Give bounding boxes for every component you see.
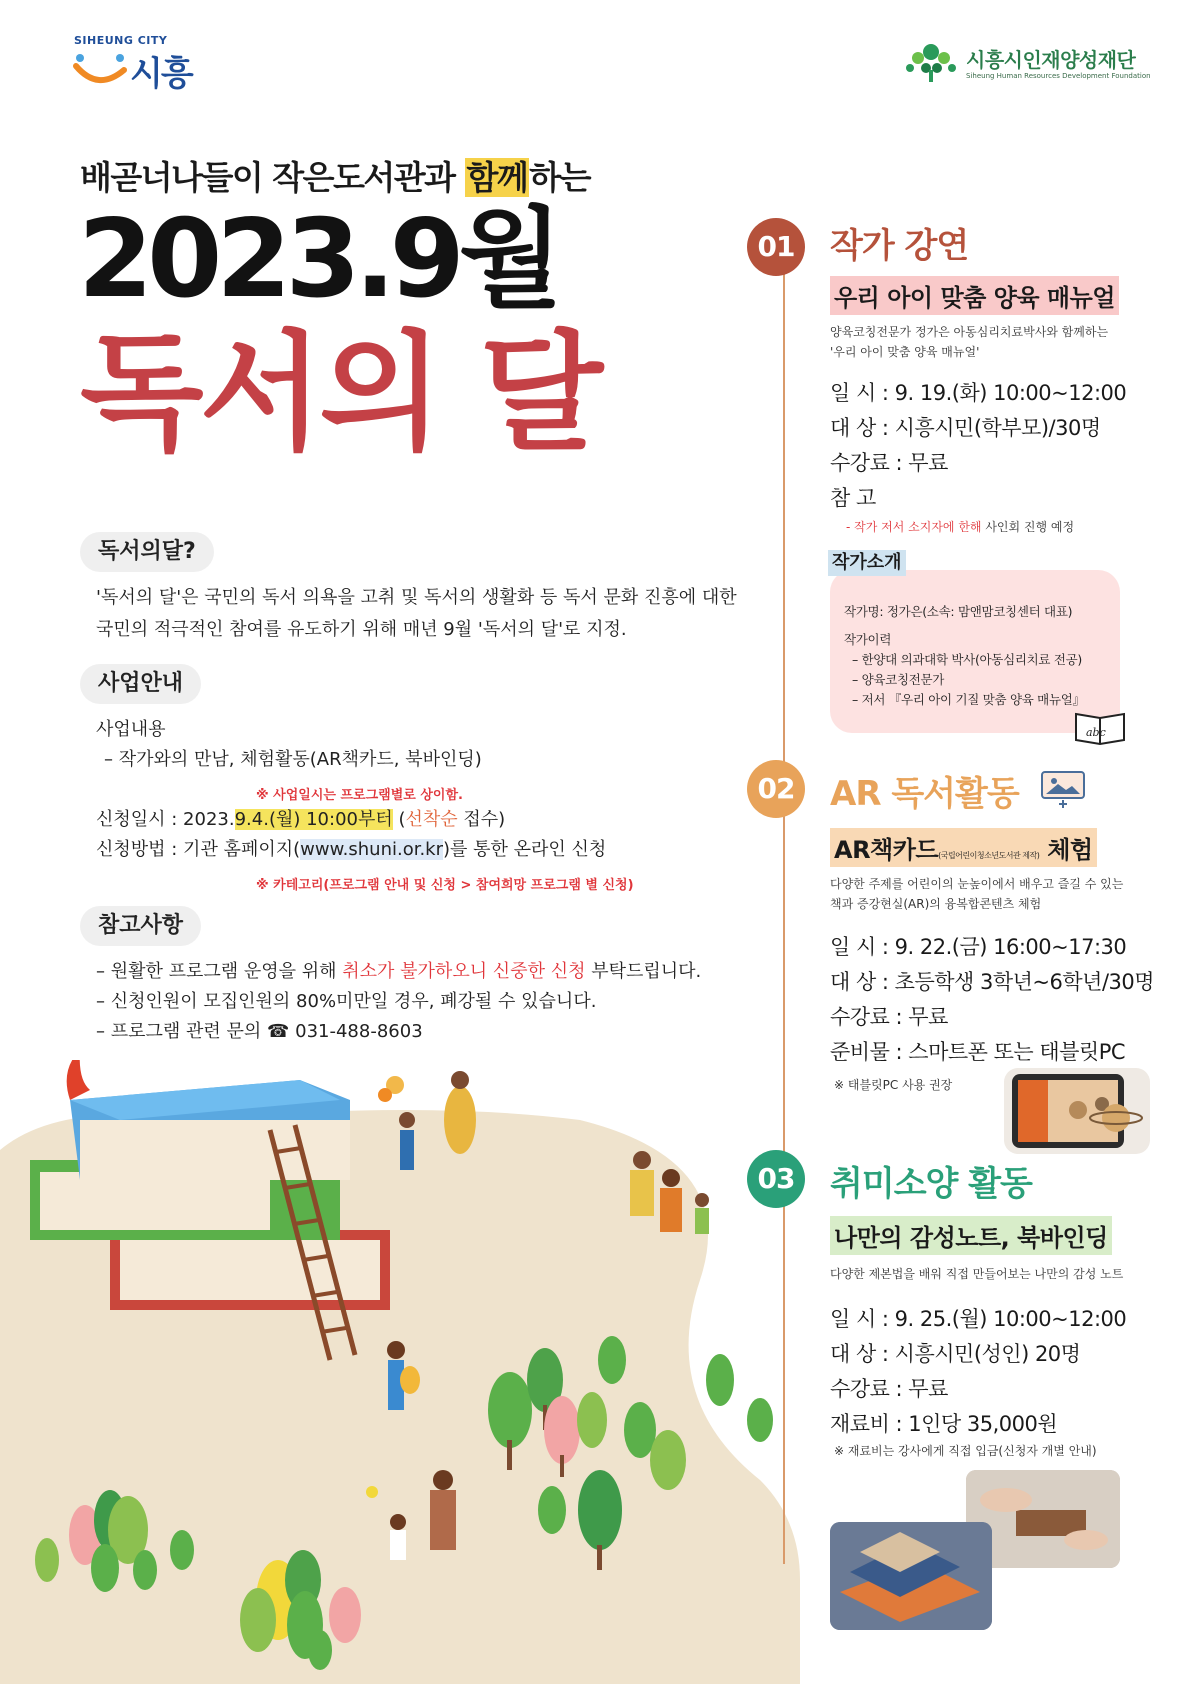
notes-item-1-post: 부탁드립니다.: [585, 961, 702, 982]
poster-title: 독서의 달: [80, 319, 600, 468]
foundation-sub: Siheung Human Resources Development Foundation: [966, 72, 1151, 80]
program-2-note: ※ 태블릿PC 사용 권장: [834, 1078, 953, 1092]
program-1-target: 대 상 : 시흥시민(학부모)/30명: [830, 416, 1101, 440]
program-2-number: 02: [747, 760, 805, 818]
program-1-date: 일 시 : 9. 19.(화) 10:00~12:00: [830, 381, 1127, 405]
about-line-1: '독서의 달'은 국민의 독서 의욕을 고취 및 독서의 생활화 등 독서 문화 진흥에 대한: [96, 587, 737, 608]
apply-date-highlight: 9.4.(월) 10:00부터: [234, 809, 393, 830]
program-1-title: 우리 아이 맞춤 양육 매뉴얼: [830, 276, 1119, 315]
program-3-title: 나만의 감성노트, 북바인딩: [830, 1216, 1112, 1255]
notes-item-2: – 신청인원이 모집인원의 80%미만일 경우, 폐강될 수 있습니다.: [96, 991, 597, 1012]
notes-item-1: [96, 956, 701, 988]
apply-note: ※ 카테고리(프로그램 안내 및 신청 > 참여희망 프로그램 별 신청): [256, 878, 634, 893]
program-2-title-small: (국립어린이청소년도서관 제작): [938, 851, 1040, 860]
business-content-label: 사업내용: [96, 719, 166, 740]
author-name: 작가명: 정가은(소속: 맘앤맘코칭센터 대표): [844, 604, 1073, 619]
foundation-tree-icon: [900, 40, 962, 84]
foundation-logo: [900, 40, 1150, 84]
apply-date-mid: (: [392, 809, 406, 830]
program-1-ref-note: [846, 518, 1074, 535]
business-heading: 사업안내: [80, 664, 201, 704]
program-2-fee: 수강료 : 무료: [830, 1005, 948, 1029]
city-logo-small-text: SIHEUNG CITY: [74, 34, 168, 47]
books-and-family-illustration: [0, 1060, 800, 1684]
apply-date: [96, 804, 505, 836]
poster-date: 2023.9월: [78, 197, 558, 322]
program-2-section: AR 독서활동: [830, 774, 1019, 814]
program-3-number: 03: [747, 1150, 805, 1208]
business-content-item: – 작가와의 만남, 체험활동(AR책카드, 북바인딩): [104, 749, 482, 770]
subtitle-pre: 배곧너나들이 작은도서관과: [80, 158, 465, 197]
program-1-section: 작가 강연: [830, 226, 969, 266]
notes-item-1-pre: – 원활한 프로그램 운영을 위해: [96, 961, 343, 982]
notes-item-3: – 프로그램 관련 문의 ☎ 031-488-8603: [96, 1021, 423, 1042]
program-2-desc-1: 다양한 주제를 어린이의 눈높이에서 배우고 즐길 수 있는: [830, 877, 1124, 891]
notes-item-1-red: 취소가 불가하오니 신중한 신청: [342, 961, 586, 982]
program-1-ref-note-red: - 작가 저서 소지자에 한해: [846, 520, 982, 534]
book-icon-text: abc: [1086, 726, 1106, 739]
foundation-name: 시흥시인재양성재단: [966, 48, 1136, 72]
ar-tablet-photo: [1004, 1068, 1150, 1154]
program-3-note: ※ 재료비는 강사에게 직접 입금(신청자 개별 안내): [834, 1444, 1097, 1458]
program-1-desc-1: 양육코칭전문가 정가은 아동심리치료박사와 함께하는: [830, 325, 1109, 339]
program-3-desc: 다양한 제본법을 배워 직접 만들어보는 나만의 감성 노트: [830, 1267, 1124, 1281]
program-1-fee: 수강료 : 무료: [830, 451, 948, 475]
city-logo-mark-text: 시흥: [130, 54, 192, 94]
subtitle-post: 하는: [529, 158, 591, 197]
program-2-desc-2: 책과 증강현실(AR)의 융복합콘텐츠 체험: [830, 897, 1042, 911]
program-2-title-pre: AR책카드: [834, 836, 939, 864]
author-career-1: – 한양대 의과대학 박사(아동심리치료 전공): [852, 652, 1082, 667]
poster-subtitle: [80, 152, 590, 199]
bookbinding-photo-2: [830, 1522, 992, 1630]
apply-date-first-come: 선착순: [405, 809, 458, 830]
author-career-2: – 양육코칭전문가: [852, 672, 945, 687]
program-3-section: 취미소양 활동: [830, 1164, 1032, 1204]
timeline-line: [783, 234, 785, 1564]
author-intro-tag: 작가소개: [828, 550, 906, 576]
program-2-target: 대 상 : 초등학생 3학년~6학년/30명: [830, 970, 1155, 994]
open-book-icon: [1072, 706, 1128, 746]
program-2-title: [830, 828, 1097, 867]
program-2-date: 일 시 : 9. 22.(금) 16:00~17:30: [830, 935, 1127, 959]
program-2-prep: 준비물 : 스마트폰 또는 태블릿PC: [830, 1040, 1126, 1064]
apply-method-post: )를 통한 온라인 신청: [443, 839, 607, 860]
program-3-material: 재료비 : 1인당 35,000원: [830, 1412, 1058, 1436]
author-career-3: – 저서 『우리 아이 기질 맞춤 양육 매뉴얼』: [852, 692, 1085, 707]
business-content-note: ※ 사업일시는 프로그램별로 상이함.: [256, 788, 463, 803]
ar-image-icon: [1040, 768, 1086, 810]
notes-heading: 참고사항: [80, 906, 201, 946]
program-1-number: 01: [747, 218, 805, 276]
apply-date-pre: 신청일시 : 2023.: [96, 809, 235, 830]
about-heading: 독서의달?: [80, 532, 214, 572]
siheung-city-logo: [72, 34, 212, 94]
apply-method-url[interactable]: www.shuni.or.kr: [300, 839, 444, 860]
program-3-target: 대 상 : 시흥시민(성인) 20명: [830, 1342, 1081, 1366]
program-3-date: 일 시 : 9. 25.(월) 10:00~12:00: [830, 1307, 1127, 1331]
apply-method: [96, 834, 606, 866]
program-2-title-post: 체험: [1039, 836, 1093, 864]
tablet-solar-system-icon: [1004, 1068, 1150, 1154]
apply-date-post: 접수): [457, 809, 506, 830]
program-1-desc-2: '우리 아이 맞춤 양육 매뉴얼': [830, 345, 980, 359]
about-line-2: 국민의 적극적인 참여를 유도하기 위해 매년 9월 '독서의 달'로 지정.: [96, 619, 627, 640]
program-1-ref: 참 고: [830, 486, 876, 510]
program-3-fee: 수강료 : 무료: [830, 1377, 948, 1401]
subtitle-highlight: 함께: [466, 158, 528, 197]
author-career-label: 작가이력: [844, 632, 892, 647]
program-1-ref-note-post: 사인회 진행 예정: [981, 520, 1075, 534]
handmade-books-icon: [830, 1522, 992, 1630]
apply-method-pre: 신청방법 : 기관 홈페이지(: [96, 839, 301, 860]
